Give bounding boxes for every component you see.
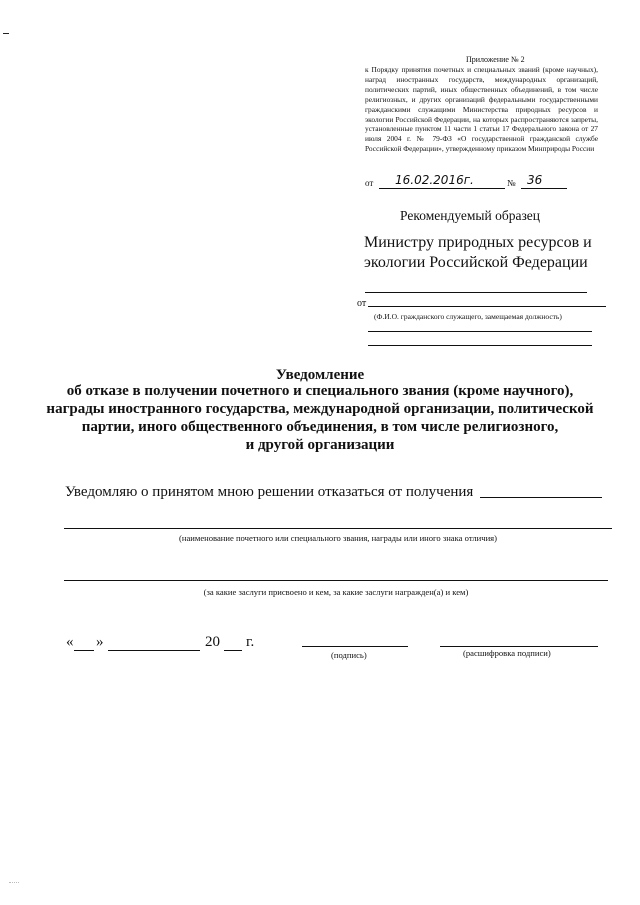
- from-line-0: [365, 292, 587, 293]
- close-quote: »: [96, 634, 104, 650]
- notify-line-inline: [480, 497, 602, 498]
- appendix-date-row: [365, 173, 595, 192]
- recommended-sample: Рекомендуемый образец: [400, 208, 541, 223]
- date-line: [379, 188, 505, 189]
- from-prefix: от: [357, 298, 367, 309]
- from-line-2: [368, 331, 592, 332]
- notify-line-full-1: [64, 528, 612, 529]
- year-suffix: г.: [246, 634, 255, 650]
- notice-heading-line-2: награды иностранного государства, международной организации, политической: [46, 401, 594, 417]
- date-prefix: от: [365, 178, 374, 188]
- corner-mark: [3, 33, 9, 34]
- sign-line: [302, 646, 408, 647]
- addressee-line-1: Министру природных ресурсов и: [364, 234, 592, 251]
- appendix-text: к Порядку принятия почетных и специальных званий (кроме научных), наград иностранных государств, международных организаций, политических партий, иных общественных объединений, в том числе религиозных, и других организаций федеральными государственными гражданскими служащими Министерства природных ресурсов и экологии Российской Федерации, на которых распространяются запреты, установленные пунктом 11 части 1 статьи 17 Федерального закона от 27 июля 2004 г. № 79-ФЗ «О государственной гражданской службе Российской Федерации», утвержденному приказом Минприроды России: [365, 65, 598, 154]
- addressee-line-2: экологии Российской Федерации: [364, 254, 588, 271]
- number-line: [521, 188, 567, 189]
- appendix-title: Приложение № 2: [466, 55, 525, 64]
- from-line-1: [368, 306, 606, 307]
- year-prefix: 20: [205, 634, 220, 650]
- scan-speck: [9, 882, 19, 886]
- notice-title: Уведомление: [275, 367, 365, 383]
- decode-caption: (расшифровка подписи): [463, 648, 551, 658]
- notice-heading-line-3: партии, иного общественного объединения, в том числе религиозного,: [81, 419, 559, 435]
- date-handwritten: 16.02.2016г.: [395, 173, 474, 187]
- from-line-3: [368, 345, 592, 346]
- caption-award-name: (наименование почетного или специального звания, награды или иного знака отличия): [179, 533, 497, 543]
- year-line: [224, 650, 242, 651]
- notify-text: Уведомляю о принятом мною решении отказаться от получения: [65, 484, 474, 500]
- open-quote: «: [66, 634, 74, 650]
- month-line: [108, 650, 200, 651]
- decode-line: [440, 646, 598, 647]
- notice-heading-line-4: и другой организации: [245, 437, 395, 453]
- number-prefix: №: [507, 178, 516, 188]
- caption-merits: (за какие заслуги присвоено и кем, за какие заслуги награжден(а) и кем): [203, 587, 469, 597]
- notice-heading-line-1: об отказе в получении почетного и специального звания (кроме научного),: [66, 383, 574, 399]
- from-caption: (Ф.И.О. гражданского служащего, замещаемая должность): [374, 312, 562, 321]
- day-line: [74, 650, 94, 651]
- notify-line-full-2: [64, 580, 608, 581]
- sign-caption: (подпись): [331, 650, 367, 660]
- number-handwritten: 36: [527, 173, 543, 187]
